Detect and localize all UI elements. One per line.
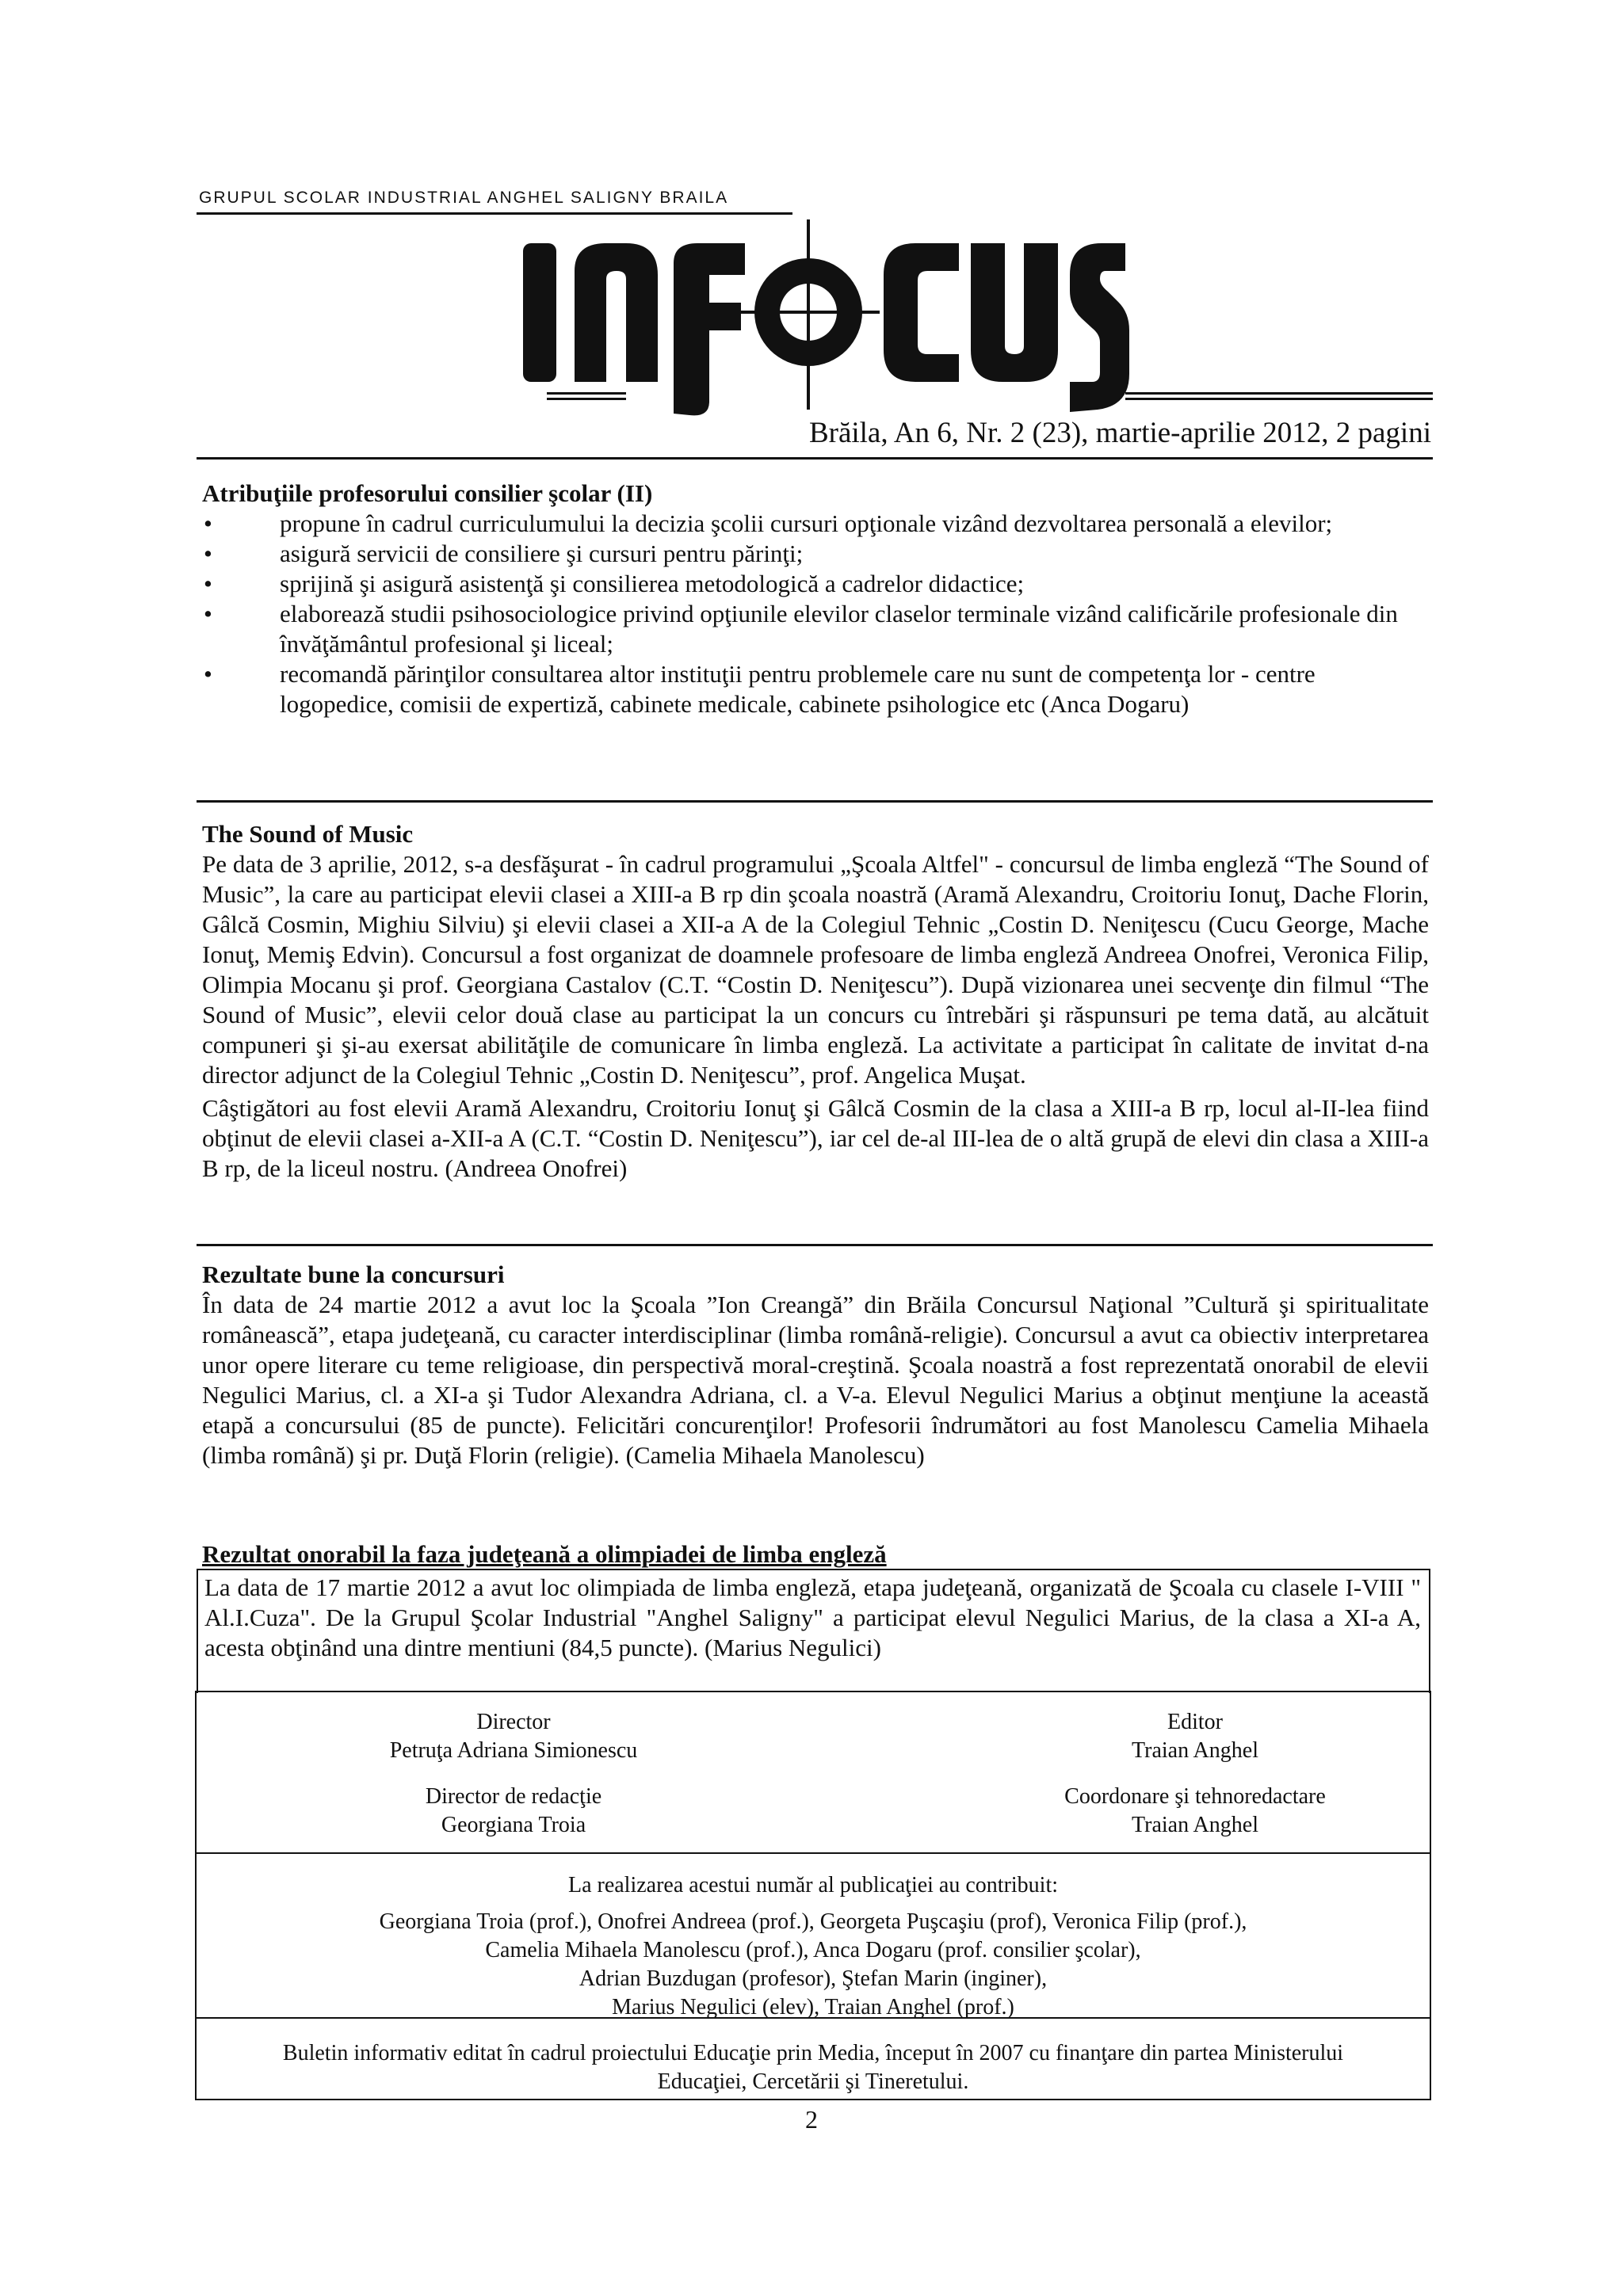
article-title: Atribuţiile profesorului consilier şcolar (II)	[202, 479, 653, 507]
editor-label: Editor	[1167, 1710, 1223, 1734]
article-title: Rezultat onorabil la faza judeţeană a olimpiadei de limba engleză	[202, 1540, 887, 1568]
article-olympiad-heading	[202, 1539, 1429, 1569]
infocus-logo	[515, 215, 1133, 418]
article-competition-results	[202, 1260, 1429, 1470]
list-item: • sprijină şi asigură asistenţă şi consilierea metodologică a cadrelor didactice;	[204, 570, 1025, 597]
editor-block	[997, 1708, 1393, 1765]
bullet-list	[202, 509, 1429, 719]
coordination-label: Coordonare şi tehnoredactare	[1064, 1784, 1326, 1809]
imprint-contributors-row	[197, 1852, 1430, 2019]
contributors-line: Adrian Buzdugan (profesor), Ştefan Marin (inginer),	[579, 1966, 1048, 1991]
bulletin-note-line: Educaţiei, Cercetării şi Tineretului.	[657, 2069, 969, 2094]
article-paragraph: La data de 17 martie 2012 a avut loc olimpiada de limba engleză, etapa judeţeană, organizată de Şcoala cu clasele I-VIII " Al.I.Cuza". De la Grupul Şcolar Industrial "Anghel Saligny" a participat elevul Negulici Marius, de la clasa a XI-a A, acesta obţinând una dintre mentiuni (84,5 puncte). (Marius Negulici)	[204, 1573, 1421, 1661]
article-counselor-duties	[202, 479, 1429, 719]
imprint-staff-row	[197, 1692, 1430, 1854]
coordination-block	[997, 1783, 1393, 1840]
article-olympiad	[204, 1573, 1421, 1663]
bullet-icon: •	[204, 540, 212, 567]
school-header: GRUPUL SCOLAR INDUSTRIAL ANGHEL SALIGNY BRAILA	[199, 189, 729, 207]
bullet-icon: •	[204, 660, 212, 688]
section-divider	[197, 800, 1433, 803]
article-paragraph: Pe data de 3 aprilie, 2012, s-a desfăşurat - în cadrul programului „Şcoala Altfel" - concursul de limba engleză “The Sound of Music”, la care au participat elevii clasei a XIII-a B rp din şcoala noastră (Aramă Alexandru, Croitoriu Ionuţ, Dache Florin, Gâlcă Cosmin, Mighiu Silviu) şi elevii clasei a XII-a A de la Colegiul Tehnic „Costin D. Neniţescu (Cucu George, Mache Ionuţ, Memiş Edvin). Concursul a fost organizat de doamnele profesoare de limba engleză Andreea Onofrei, Veronica Filip, Olimpia Mocanu şi prof. Georgiana Castalov (C.T. “Costin D. Neniţescu”). După vizionarea unei secvenţe din filmul “The Sound of Music”, elevii celor două clase au participat la un concurs cu întrebări şi răspunsuri pe tema dată, au alcătuit compuneri şi şi-au exersat abilităţile de comunicare în limba engleză. La activitate a participat în calitate de invitat d-na director adjunct de la Colegiul Tehnic „Costin D. Neniţescu”, prof. Angelica Muşat.	[202, 850, 1429, 1089]
list-item: • recomandă părinţilor consultarea altor instituţii pentru problemele care nu sunt de competenţa lor - centre logopedice, comisii de expertiză, cabinete medicale, cabinete psihologice etc (Anca Dogaru)	[204, 660, 1316, 718]
header-bottom-rule	[197, 457, 1433, 460]
bullet-icon: •	[204, 600, 212, 627]
list-item: • asigură servicii de consiliere şi cursuri pentru părinţi;	[204, 540, 804, 567]
article-paragraph: În data de 24 martie 2012 a avut loc la Şcoala ”Ion Creangă” din Brăila Concursul Naţional ”Cultură şi spiritualitate românească”, etapa judeţeană, cu caracter interdisciplinar (limba română-religie). Concursul a avut ca obiectiv interpretarea unor opere literare cu teme religioase, din perspectivă moral-creştină. Şcoala noastră a fost reprezentată onorabil de elevii Negulici Marius, cl. a XI-a şi Tudor Alexandra Adriana, cl. a V-a. Elevul Negulici Marius a obţinut menţiune la această etapă a concursului (85 de puncte). Felicitări concurenţilor! Profesorii îndrumători au fost Manolescu Camelia Mihaela (limba română) şi pr. Duţă Florin (religie). (Camelia Mihaela Manolescu)	[202, 1291, 1429, 1469]
issue-line: Brăila, An 6, Nr. 2 (23), martie-aprilie 2012, 2 pagini	[808, 417, 1431, 449]
director-block	[315, 1708, 712, 1765]
contributors-line: Camelia Mihaela Manolescu (prof.), Anca Dogaru (prof. consilier şcolar),	[485, 1938, 1141, 1962]
bullet-icon: •	[204, 570, 212, 597]
section-divider	[197, 1244, 1433, 1246]
editorial-director-name: Georgiana Troia	[441, 1813, 586, 1837]
logo-rule-left	[547, 392, 626, 400]
page-number: 2	[805, 2105, 818, 2134]
contributors-intro: La realizarea acestui număr al publicaţiei au contribuit:	[567, 1873, 1059, 1897]
director-name: Petruţa Adriana Simionescu	[389, 1738, 638, 1763]
contributors-line: Marius Negulici (elev), Traian Anghel (prof.)	[612, 1995, 1014, 2019]
article-title: Rezultate bune la concursuri	[202, 1261, 505, 1288]
list-item: • elaborează studii psihosociologice privind opţiunile elevilor claselor terminale vizând calificările profesionale din învăţământul profesional şi liceal;	[204, 600, 1398, 658]
director-label: Director	[476, 1710, 551, 1734]
editor-name: Traian Anghel	[1132, 1738, 1258, 1763]
bullet-icon: •	[204, 509, 212, 537]
logo-rule-right	[1125, 392, 1433, 400]
editorial-director-block	[315, 1783, 712, 1840]
article-sound-of-music	[202, 819, 1429, 1184]
header-top-rule	[197, 212, 792, 215]
list-item: • propune în cadrul curriculumului la decizia şcolii cursuri opţionale vizând dezvoltarea personală a elevilor;	[204, 509, 1333, 537]
bulletin-note-line: Buletin informativ editat în cadrul proiectului Educaţie prin Media, început în 2007 cu finanţare din partea Ministerului	[282, 2041, 1344, 2065]
imprint-box	[195, 1691, 1431, 2100]
coordination-name: Traian Anghel	[1132, 1813, 1258, 1837]
article-title: The Sound of Music	[202, 820, 414, 848]
editorial-director-label: Director de redacţie	[425, 1784, 602, 1809]
article-paragraph: Câştigători au fost elevii Aramă Alexandru, Croitoriu Ionuţ şi Gâlcă Cosmin de la clasa a XIII-a B rp, locul al-II-lea fiind obţinut de elevii clasei a-XII-a A (C.T. “Costin D. Neniţescu”), iar cel de-al III-lea de o altă grupă de elevi din clasa a XIII-a B rp, de la liceul nostru. (Andreea Onofrei)	[202, 1094, 1429, 1182]
contributors-line: Georgiana Troia (prof.), Onofrei Andreea (prof.), Georgeta Puşcaşiu (prof), Veronica Filip (prof.),	[379, 1909, 1247, 1934]
